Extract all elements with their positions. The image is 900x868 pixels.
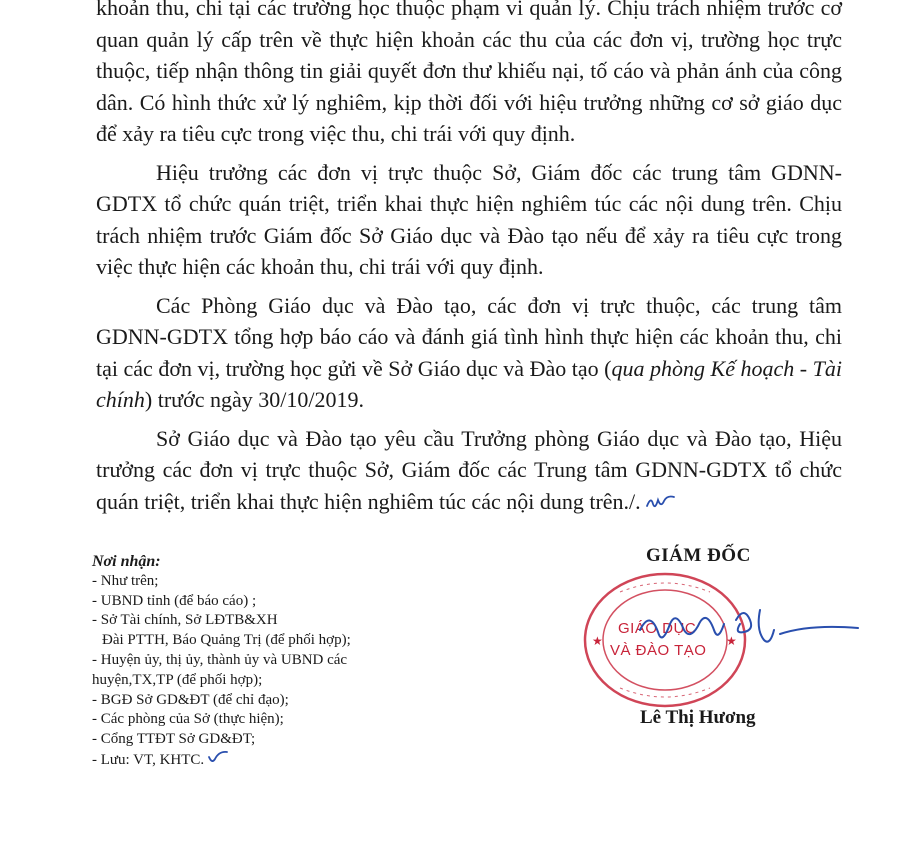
check-mark-icon xyxy=(207,750,229,766)
signature-icon xyxy=(620,590,870,680)
document-body xyxy=(96,0,842,524)
recipient-item: - BGĐ Sở GD&ĐT (để chỉ đạo); xyxy=(92,691,289,708)
recipient-item: - Các phòng của Sở (thực hiện); xyxy=(92,711,284,728)
recipient-item: huyện,TX,TP (để phối hợp); xyxy=(92,671,263,688)
svg-text:★: ★ xyxy=(726,634,737,648)
recipient-item: - Huyện ủy, thị ủy, thành ủy và UBND các xyxy=(92,651,348,668)
paragraph-first-line: khoản thu, chi tại các trường học thuộc phạm vi quản lý. Chịu trách nhiệm trước xyxy=(96,0,815,20)
recipients-list xyxy=(92,552,432,771)
recipient-item xyxy=(92,750,432,771)
signatory-name: Lê Thị Hương xyxy=(640,707,756,728)
paragraph-closing xyxy=(96,423,842,518)
report-text: Các Phòng Giáo dục và Đào tạo, các đơn vị trực thuộc, các trung tâm GDNN-GDTX tổng hợp báo cáo và đánh giá tình hình thực hiện các khoản thu, chi tại các đơn vị, trường học gửi về Sở Giáo dục và Đào tạo ( xyxy=(96,292,842,381)
report-department: qua phòng Kế hoạch - Tài chính xyxy=(96,355,842,412)
recipient-item: - Cổng TTĐT Sở GD&ĐT; xyxy=(92,731,256,748)
signatory-title: GIÁM ĐỐC xyxy=(646,545,751,566)
recipient-item: - Như trên; xyxy=(92,572,159,589)
stamp-line-1: GIÁO DỤC xyxy=(618,620,697,637)
paragraph-report-deadline xyxy=(96,290,842,416)
recipients-title: Nơi nhận: xyxy=(92,553,161,570)
stamp-line-2: VÀ ĐÀO TẠO xyxy=(610,642,707,659)
recipient-item: - UBND tỉnh (để báo cáo) ; xyxy=(92,592,257,609)
handwritten-signature xyxy=(620,590,870,680)
recipient-item-text: - Lưu: VT, KHTC. xyxy=(92,751,205,768)
paragraph-continuation xyxy=(96,0,842,150)
initials-mark-icon xyxy=(645,491,679,513)
svg-text:★: ★ xyxy=(592,634,603,648)
paragraph-rest: cơ quan quản lý cấp trên về thực hiện khoản các thu của các đơn vị, trường học trực thuộc, tiếp nhận thông tin giải quyết đơn thư khiếu nại, tố cáo và phản ánh của công dân. Có hình thức xử lý nghiêm, kịp thời đối với hiệu trưởng những cơ sở giáo dục để xảy ra tiêu cực trong việc thu, chi trái với quy định. xyxy=(96,0,843,146)
closing-text: Sở Giáo dục và Đào tạo yêu cầu Trưởng phòng Giáo dục và Đào tạo, Hiệu trưởng các đơn vị trực thuộc Sở, Giám đốc các Trung tâm GDNN-GDTX tổ chức quán triệt, triển khai thực hiện nghiêm túc các nội dung trên./. xyxy=(96,425,842,514)
recipient-item: - Sở Tài chính, Sở LĐTB&XH xyxy=(92,612,278,629)
recipient-item: Đài PTTH, Báo Quảng Trị (để phối hợp); xyxy=(102,632,351,649)
report-date: ) trước ngày 30/10/2019. xyxy=(144,387,364,412)
paragraph-principals: Hiệu trưởng các đơn vị trực thuộc Sở, Giám đốc các trung tâm GDNN-GDTX tổ chức quán triệt, triển khai thực hiện nghiêm túc các nội dung trên. Chịu trách nhiệm trước Giám đốc Sở Giáo dục và Đào tạo nếu để xảy ra tiêu cực trong việc thực hiện các khoản thu, chi trái với quy định. xyxy=(96,159,842,279)
